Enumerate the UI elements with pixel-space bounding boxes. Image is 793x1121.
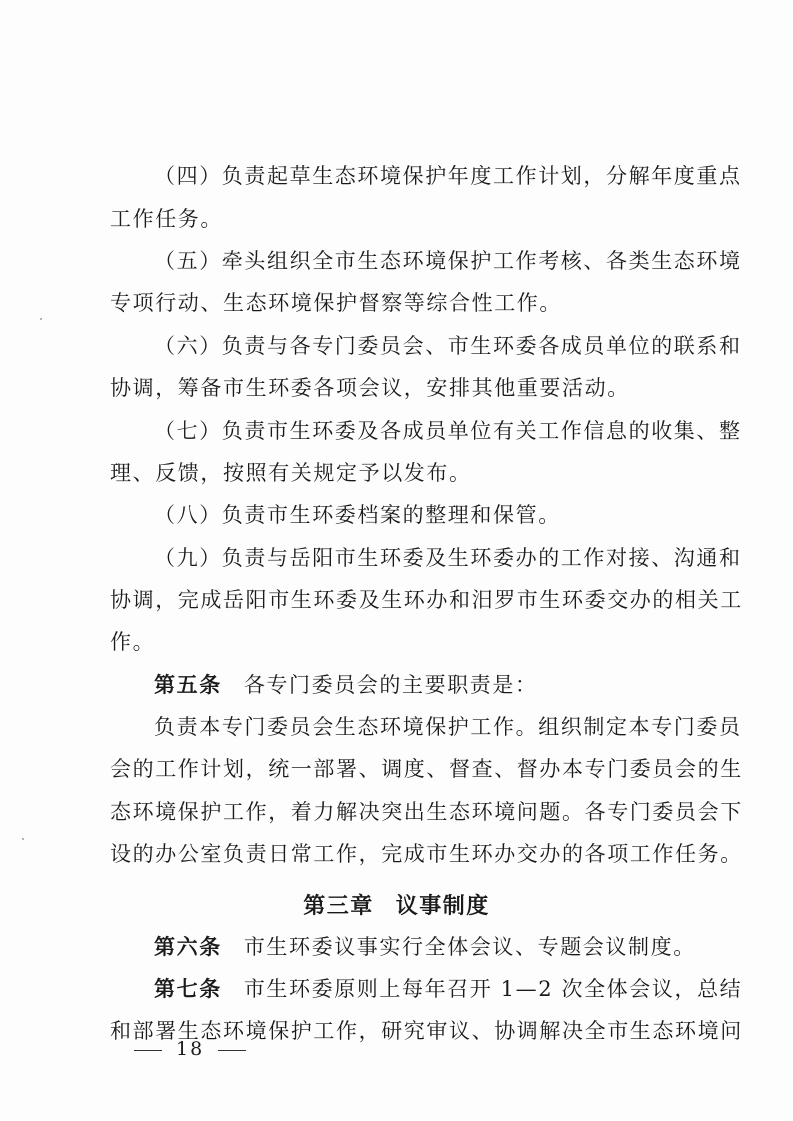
scan-speck bbox=[40, 318, 42, 320]
paragraph-6-line-2: 协调，筹备市生环委各项会议，安排其他重要活动。 bbox=[110, 376, 630, 400]
paragraph-8-line-1: （八）负责市生环委档案的整理和保管。 bbox=[154, 503, 561, 527]
paragraph-7-line-1: （七）负责市生环委及各成员单位有关工作信息的收集、整 bbox=[154, 419, 742, 443]
paragraph-9-line-2: 协调，完成岳阳市生环委及生环办和汨罗市生环委交办的相关工 bbox=[110, 588, 743, 612]
page-number-value: 18 bbox=[176, 1038, 205, 1060]
chapter-number: 第三章 bbox=[303, 893, 374, 919]
article-5-body-line-1: 负责本专门委员会生态环境保护工作。组织制定本专门委员 bbox=[154, 715, 742, 739]
scan-speck bbox=[22, 838, 24, 840]
article-5-body-line-2: 会的工作计划，统一部署、调度、督查、督办本专门委员会的生 bbox=[110, 757, 743, 781]
paragraph-4-line-2: 工作任务。 bbox=[110, 207, 223, 231]
article-5-body-line-4: 设的办公室负责日常工作，完成市生环办交办的各项工作任务。 bbox=[110, 842, 743, 866]
page-number bbox=[120, 1036, 260, 1062]
article-7-text: 市生环委原则上每年召开 1—2 次全体会议，总结 bbox=[243, 977, 743, 1001]
chapter-heading bbox=[0, 888, 793, 924]
page-number-left-dash bbox=[134, 1050, 162, 1051]
paragraph-9-line-1: （九）负责与岳阳市生环委及生环委办的工作对接、沟通和 bbox=[154, 546, 742, 570]
chapter-title: 议事制度 bbox=[395, 893, 490, 919]
paragraph-4-line-1: （四）负责起草生态环境保护年度工作计划，分解年度重点 bbox=[154, 164, 742, 188]
paragraph-7-line-2: 理、反馈，按照有关规定予以发布。 bbox=[110, 461, 472, 485]
paragraph-5-line-2: 专项行动、生态环境保护督察等综合性工作。 bbox=[110, 291, 562, 315]
article-7-label: 第七条 bbox=[154, 976, 222, 1001]
paragraph-9-line-3: 作。 bbox=[110, 630, 156, 654]
paragraph-5-line-1: （五）牵头组织全市生态环境保护工作考核、各类生态环境 bbox=[154, 249, 742, 273]
article-6-text: 市生环委议事实行全体会议、专题会议制度。 bbox=[243, 935, 696, 959]
article-5-text: 各专门委员会的主要职责是： bbox=[243, 673, 538, 697]
article-6-line bbox=[154, 929, 700, 965]
paragraph-6-line-1: （六）负责与各专门委员会、市生环委各成员单位的联系和 bbox=[154, 334, 742, 358]
article-6-label: 第六条 bbox=[154, 934, 222, 959]
article-5-body-line-3: 态环境保护工作，着力解决突出生态环境问题。各专门委员会下 bbox=[110, 800, 743, 824]
article-7-line-1 bbox=[154, 971, 743, 1007]
page-number-right-dash bbox=[218, 1050, 246, 1051]
article-5-label: 第五条 bbox=[154, 672, 222, 697]
article-7-line-2: 和部署生态环境保护工作，研究审议、协调解决全市生态环境问 bbox=[110, 1019, 743, 1043]
article-5-heading-line bbox=[154, 667, 700, 703]
